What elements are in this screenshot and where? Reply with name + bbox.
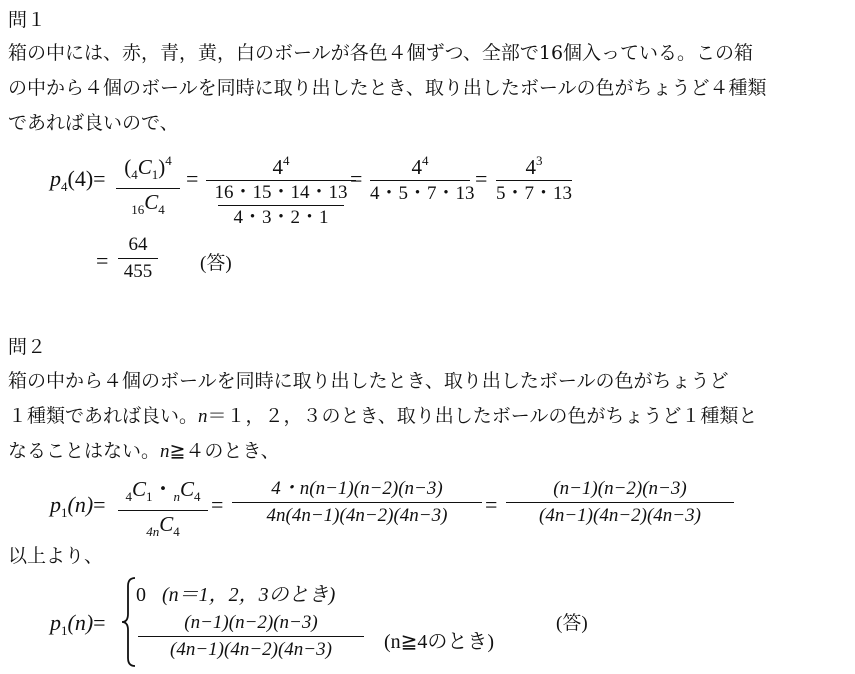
q2-fraction-1: $_4C_1$・$_nC_4$ $_{4n}C_4$: [118, 476, 208, 545]
q2-p-label: $p_1(n)=$: [50, 492, 106, 520]
q2-final-p-label: $p_1(n)=$: [50, 610, 106, 638]
q1-answer-fraction: 64 455: [118, 232, 158, 285]
q1-fraction-4: $4^3$ 5・7・13: [496, 153, 573, 204]
conclusion-text: 以上より、: [8, 545, 104, 567]
q1-answer-mark: (答): [200, 253, 232, 274]
question-2-heading: 問２: [8, 336, 47, 358]
q2-equals-2: =: [485, 492, 498, 517]
question-2-text-line-3: なることはない。n≧４のとき、: [8, 440, 280, 462]
question-2-text-line-1: 箱の中から４個のボールを同時に取り出したとき、取り出したボールの色がちょうど: [8, 370, 729, 392]
q2-answer-mark: (答): [556, 613, 588, 634]
question-1-text-line-1: 箱の中には、赤，青，黄，白のボールが各色４個ずつ、全部で16個入っている。この箱: [8, 42, 754, 64]
q1-equals-3: =: [475, 166, 488, 191]
q1-equals-1: =: [186, 166, 199, 191]
q1-fraction-3: $4^4$ 4・5・7・13: [370, 153, 475, 204]
question-1-heading: 問１: [8, 9, 47, 31]
case-1: 0 (n＝1，2，3のとき): [136, 584, 336, 606]
q2-fraction-3: (n−1)(n−2)(n−3) (4n−1)(4n−2)(4n−3): [506, 476, 734, 529]
q1-p-label: $p_4(4)=$: [50, 166, 106, 194]
q1-equals-4: =: [96, 248, 109, 273]
q2-equals-1: =: [211, 492, 224, 517]
question-2-text-line-2: １種類であれば良い。n＝１，２，３のとき、取り出したボールの色がちょうど１種類と: [8, 405, 758, 427]
question-1-text-line-3: であれば良いので、: [8, 112, 179, 134]
case-2-fraction: (n−1)(n−2)(n−3) (4n−1)(4n−2)(4n−3): [138, 610, 364, 663]
q1-equals-2: =: [350, 166, 363, 191]
q1-fraction-1: $(_4C_1)^4$ $_{16}C_4$: [116, 148, 180, 223]
q2-fraction-2: 4・n(n−1)(n−2)(n−3) 4n(4n−1)(4n−2)(4n−3): [232, 476, 482, 529]
question-1-text-line-2: の中から４個のボールを同時に取り出したとき、取り出したボールの色がちょうど４種類: [8, 77, 767, 99]
q1-fraction-2: $4^4$ 16・15・14・13 4・3・2・1: [206, 148, 356, 230]
case-2-condition: (n≧4のとき): [384, 631, 495, 653]
